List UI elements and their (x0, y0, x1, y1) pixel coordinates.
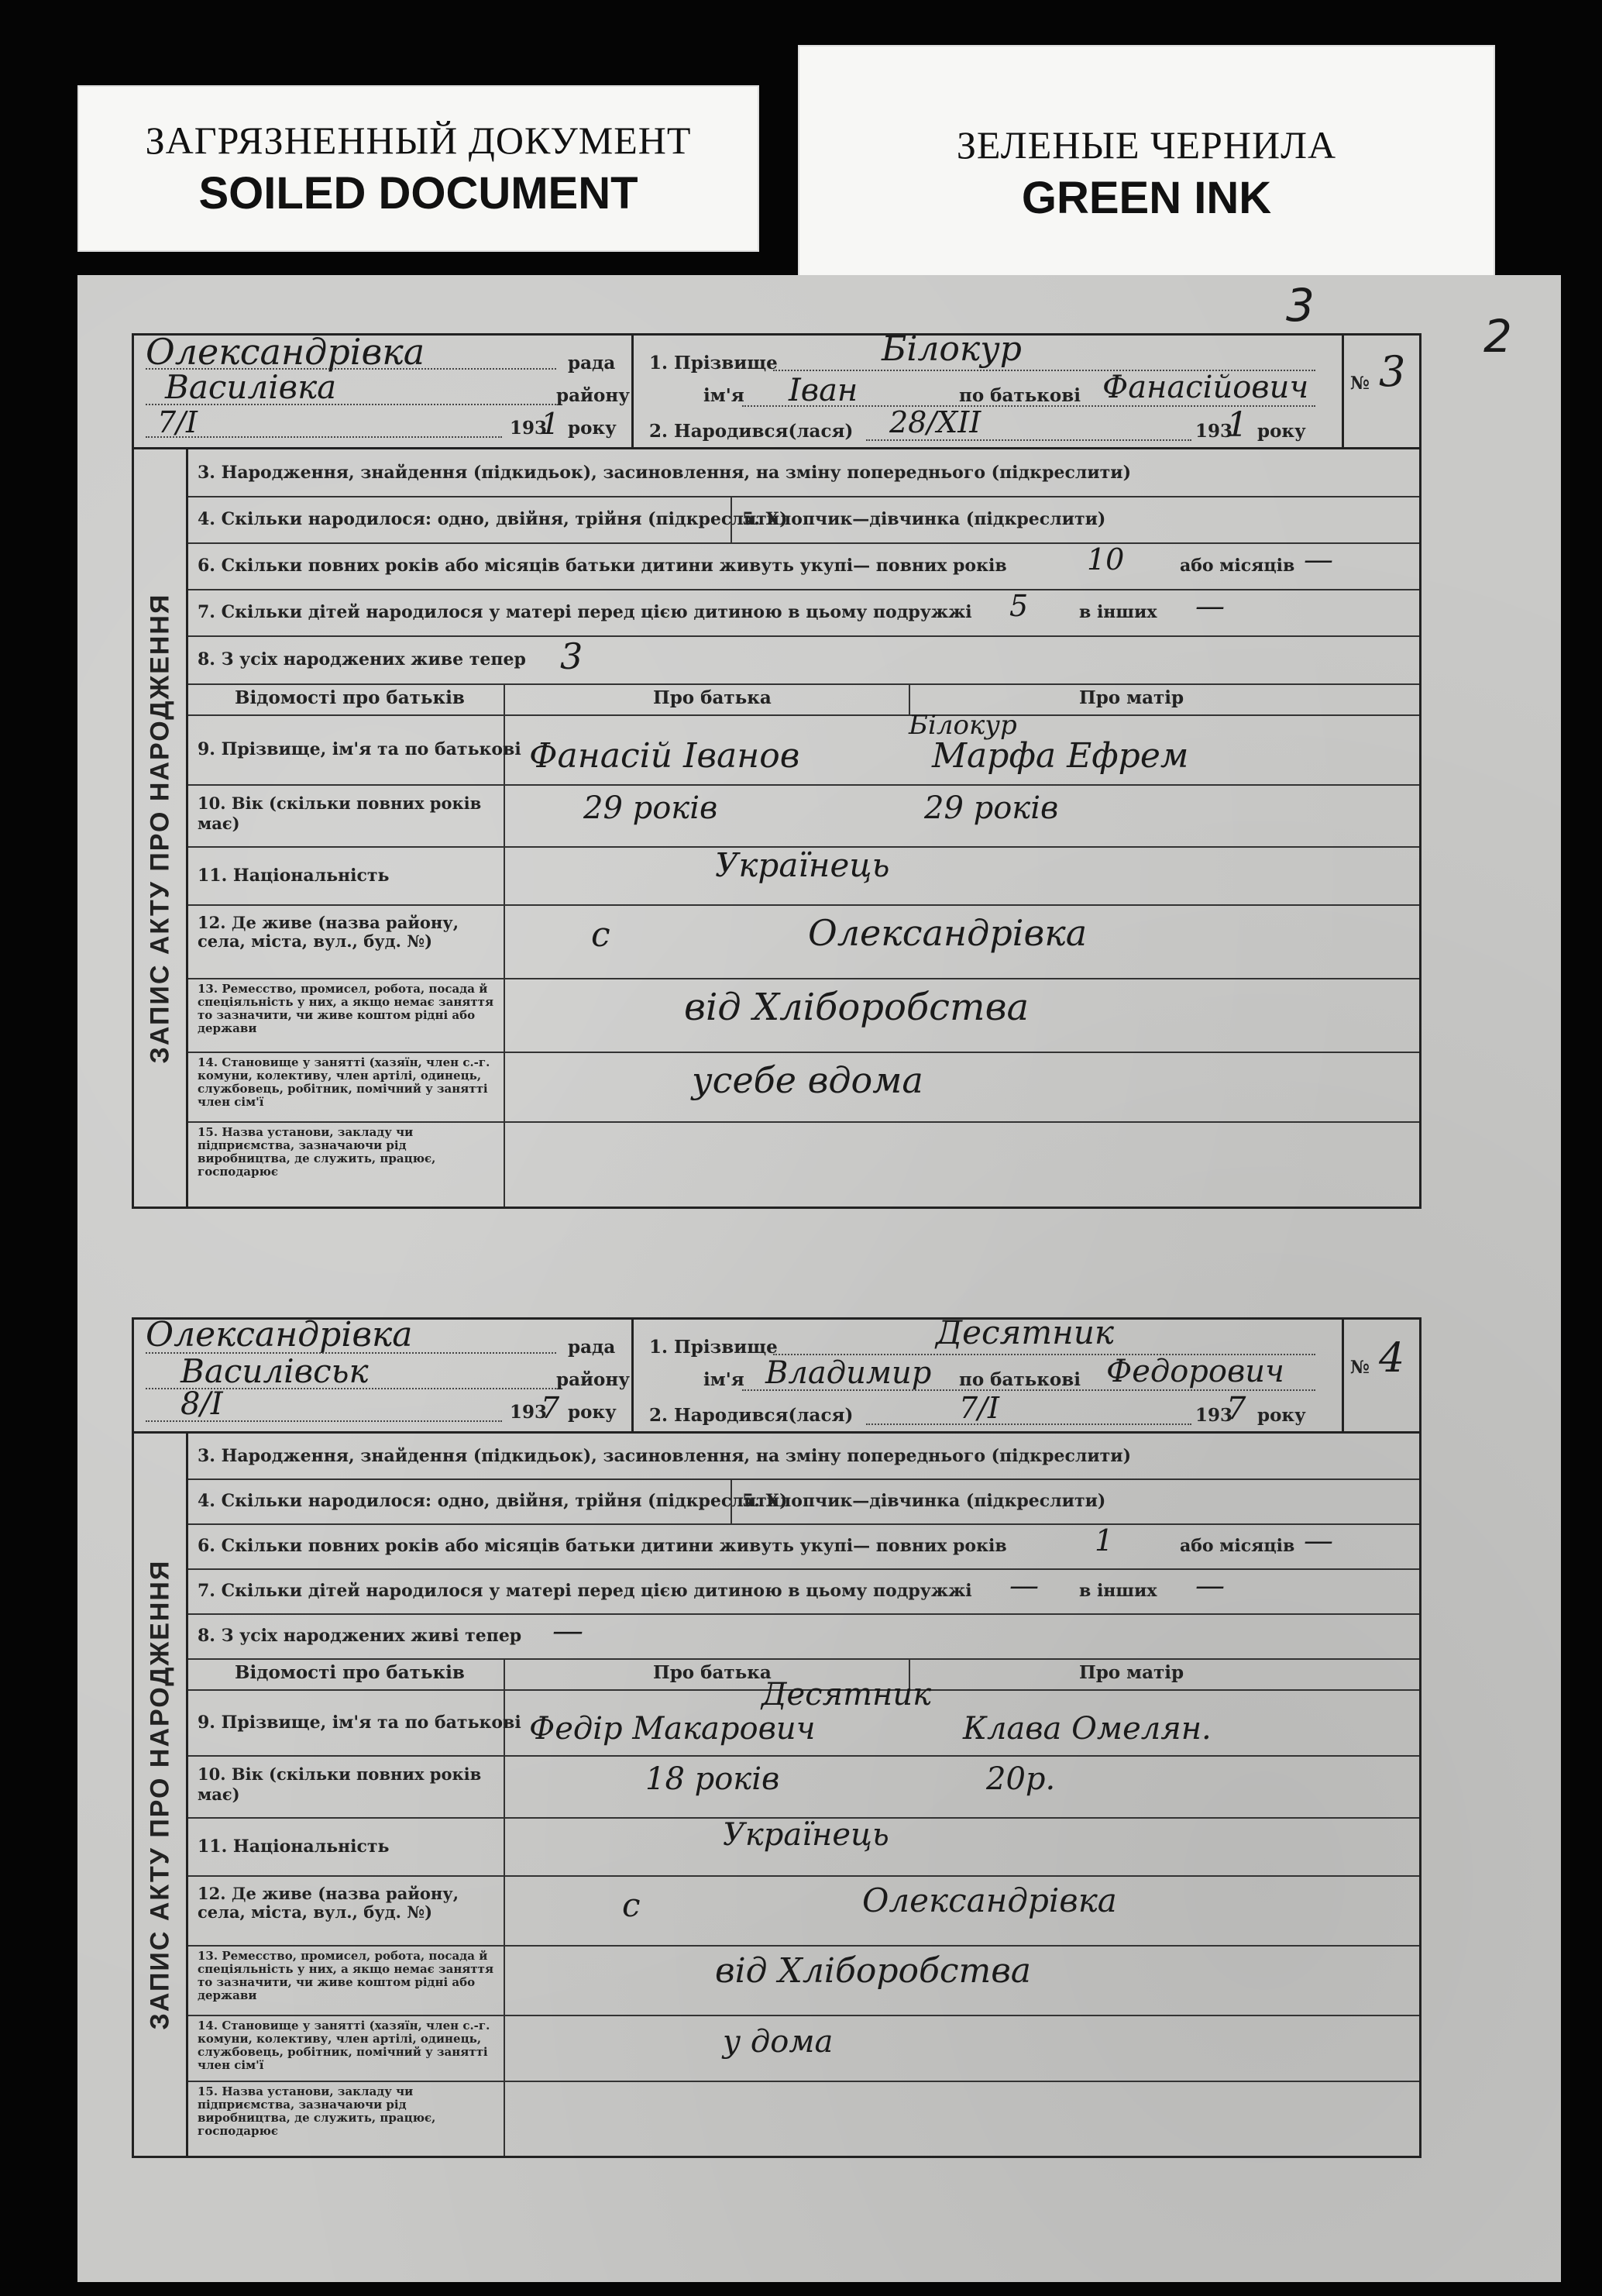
record-header (132, 329, 1422, 449)
record-number-block: № 4 (1342, 1320, 1419, 1431)
birth-record-1 (132, 329, 1422, 1209)
record-side-title: ЗАПИС АКТУ ПРО НАРОДЖЕННЯ (134, 449, 188, 1207)
f7-here: — (1009, 1568, 1039, 1602)
rayon-value: Василівка (165, 368, 337, 406)
row-f15: 15. Назва установи, закладу чи підприємства, зазначаючи рід виробництва, де служить, працює, господарює (198, 2084, 436, 2138)
f7-other: — (1195, 1568, 1225, 1602)
record-number-block (1342, 336, 1419, 447)
child-identity-block: 1. Прізвище Десятник ім'я Владимир по батькові Федорович 2. Народився(лася) 7/I 193 7 року (634, 1320, 1346, 1431)
surname-value: Білокур (882, 329, 1022, 369)
residence: Олександрівка (862, 1881, 1117, 1919)
rada-label: рада (568, 353, 616, 373)
f6-months: — (1304, 1523, 1333, 1558)
birth-record-2 (132, 1313, 1422, 2158)
patronymic-value: Федорович (1106, 1354, 1284, 1389)
row-f3: 3. Народження, знайдення (підкидьок), засиновлення, на зміну попереднього (підкреслити) (188, 1434, 1419, 1480)
row-f11: 11. Національність Українець (188, 846, 1419, 906)
row-f9: 9. Прізвище, ім'я та по батькові Білокур Фанасій Іванов Марфа Ефрем (188, 714, 1419, 786)
row-f4-f5: 4. Скільки народилося: одно, двійня, трійня (підкреслити) 5. Хлопчик—дівчинка (підкреслити) (188, 1478, 1419, 1525)
father-surname-note: Білокур (909, 710, 1017, 741)
row-f8: 8. З усіх народжених живе тепер 3 (188, 635, 1419, 685)
birth-date: 28/XII (889, 405, 981, 439)
patronymic-label: по батькові (959, 385, 1081, 406)
row-f12: 12. Де живе (назва району, села, міста, вул., буд. №) с Олександрівка (188, 904, 1419, 979)
registry-office-block: Олександрівка рада Василівськ району 8/I 193 7 року (134, 1320, 634, 1431)
row-f9: 9. Прізвище, ім'я та по батькові Десятник Федір Макарович Клава Омелян. (188, 1689, 1419, 1757)
registration-date: 7/I (157, 405, 198, 439)
row-f7: 7. Скільки дітей народилося у матері перед цією дитиною в цьому подружжі 5 в інших — (188, 589, 1419, 637)
father-age: 18 років (645, 1761, 780, 1797)
rada-value: Олександрівка (146, 1315, 413, 1355)
parents-table-header: Відомості про батьків Про батька Про матір (188, 683, 1419, 716)
row-f13: 13. Ремесство, промисел, робота, посада й спеціяльність у них, а якщо немає заняття то зазначити, чи живе коштом рідні або держави від Хліборобства (188, 978, 1419, 1053)
surname-label: 1. Прізвище (649, 353, 778, 373)
name-value: Іван (789, 373, 858, 408)
f7-other: — (1195, 589, 1225, 623)
soiled-document-label (77, 85, 759, 252)
child-identity-block (634, 329, 1346, 447)
row-f7: 7. Скільки дітей народилося у матері перед цією дитиною в цьому подружжі — в інших — (188, 1568, 1419, 1615)
row-f6: 6. Скільки повних років або місяців батьки дитини живуть укупі— повних років 1 або місяців — (188, 1523, 1419, 1570)
f8-alive: — (552, 1613, 583, 1649)
green-ink-label (798, 45, 1495, 277)
row-f14: 14. Становище у занятті (хазяїн, член с.-г. комуни, колективу, член артілі, одинець, службовець, робітник, помічний у занятті член сім'ї у дома (188, 2015, 1419, 2082)
soiled-label-en: SOILED DOCUMENT (198, 168, 638, 219)
green-ink-label-en: GREEN INK (1021, 173, 1272, 223)
residence-prefix: с (591, 915, 610, 955)
f6-months: — (1304, 542, 1333, 577)
birth-year-prefix: 193 (1195, 421, 1233, 442)
record-number: 3 (1379, 347, 1406, 396)
roku-label: року (568, 418, 617, 439)
record-body (132, 1434, 1422, 2158)
row-f15: 15. Назва установи, закладу чи підприємства, зазначаючи рід виробництва, де служить, працює, господарює (198, 1125, 436, 1179)
record-header (132, 1313, 1422, 1434)
birth-year-digit: 7 (1226, 1391, 1246, 1427)
father-age: 29 років (583, 790, 718, 826)
row-f8: 8. З усіх народжених живі тепер — (188, 1613, 1419, 1660)
residence: Олександрівка (808, 912, 1088, 954)
registration-date: 8/I (180, 1386, 223, 1422)
year-digit: 7 (541, 1391, 560, 1425)
birth-year-roku: року (1257, 421, 1306, 442)
f6-years: 10 (1087, 542, 1125, 577)
soiled-label-ru: ЗАГРЯЗНЕННЫЙ ДОКУМЕНТ (145, 119, 692, 162)
father-name: Фанасій Іванов (529, 736, 800, 776)
rayonu-label: району (556, 385, 630, 406)
row-f6: 6. Скільки повних років або місяців батьки дитини живуть укупі— повних років 10 або місяців — (188, 542, 1419, 590)
nationality: Українець (715, 846, 890, 884)
number-label: № (1350, 373, 1370, 394)
father-name: Федір Макарович (529, 1711, 816, 1747)
row-f10: 10. Вік (скільки повних років має) 18 років 20р. (188, 1755, 1419, 1819)
row-f3: 3. Народження, знайдення (підкидьок), засиновлення, на зміну попереднього (підкреслити) (188, 449, 1419, 497)
name-value: Владимир (765, 1355, 932, 1391)
row-f11: 11. Національність Українець (188, 1817, 1419, 1877)
rayon-value: Василівськ (180, 1352, 369, 1390)
position: у дома (723, 2024, 834, 2060)
residence-prefix: с (622, 1886, 641, 1924)
patronymic-value: Фанасійович (1102, 370, 1309, 405)
f8-alive: 3 (560, 635, 583, 677)
page-number-corner: 2 (1483, 310, 1512, 363)
occupation: від Хліборобства (684, 986, 1030, 1029)
occupation: від Хліборобства (715, 1951, 1032, 1991)
green-ink-label-ru: ЗЕЛЕНЫЕ ЧЕРНИЛА (956, 123, 1337, 167)
record-body (132, 449, 1422, 1209)
row-f4-f5: 4. Скільки народилося: одно, двійня, трійня (підкреслити) 5. Хлопчик—дівчинка (підкреслити) (188, 496, 1419, 544)
f7-here: 5 (1009, 589, 1029, 623)
year-prefix: 193 (510, 418, 548, 439)
page-number-stamp: 3 (1286, 279, 1315, 332)
record-side-title: ЗАПИС АКТУ ПРО НАРОДЖЕННЯ (134, 1434, 188, 2156)
surname-value: Десятник (936, 1313, 1114, 1351)
rada-value: Олександрівка (146, 331, 425, 373)
mother-age: 20р. (986, 1761, 1056, 1797)
mother-name: Марфа Ефрем (932, 736, 1189, 776)
birth-date: 7/I (959, 1391, 999, 1425)
year-digit: 1 (541, 407, 560, 441)
row-f12: 12. Де живе (назва району, села, міста, вул., буд. №) с Олександрівка (188, 1875, 1419, 1947)
row-f14: 14. Становище у занятті (хазяїн, член с.-г. комуни, колективу, член артілі, одинець, службовець, робітник, помічний у занятті член сім'ї усебе вдома (188, 1052, 1419, 1123)
name-label: ім'я (703, 385, 744, 406)
row-f10: 10. Вік (скільки повних років має) 29 років 29 років (188, 784, 1419, 848)
mother-name: Клава Омелян. (963, 1711, 1212, 1747)
record-number: 4 (1379, 1335, 1405, 1382)
row-f13: 13. Ремесство, промисел, робота, посада й спеціяльність у них, а якщо немає заняття то зазначити, чи живе коштом рідні або держави від Хліборобства (188, 1945, 1419, 2016)
mother-age: 29 років (924, 790, 1059, 826)
birth-year-digit: 1 (1226, 405, 1248, 445)
position: усебе вдома (692, 1059, 923, 1101)
parents-table-header: Відомості про батьків Про батька Про матір (188, 1658, 1419, 1691)
registry-office-block (134, 331, 634, 447)
nationality: Українець (723, 1817, 889, 1853)
born-label: 2. Народився(лася) (649, 421, 854, 442)
father-surname-note: Десятник (761, 1677, 932, 1713)
f6-years: 1 (1095, 1523, 1114, 1558)
